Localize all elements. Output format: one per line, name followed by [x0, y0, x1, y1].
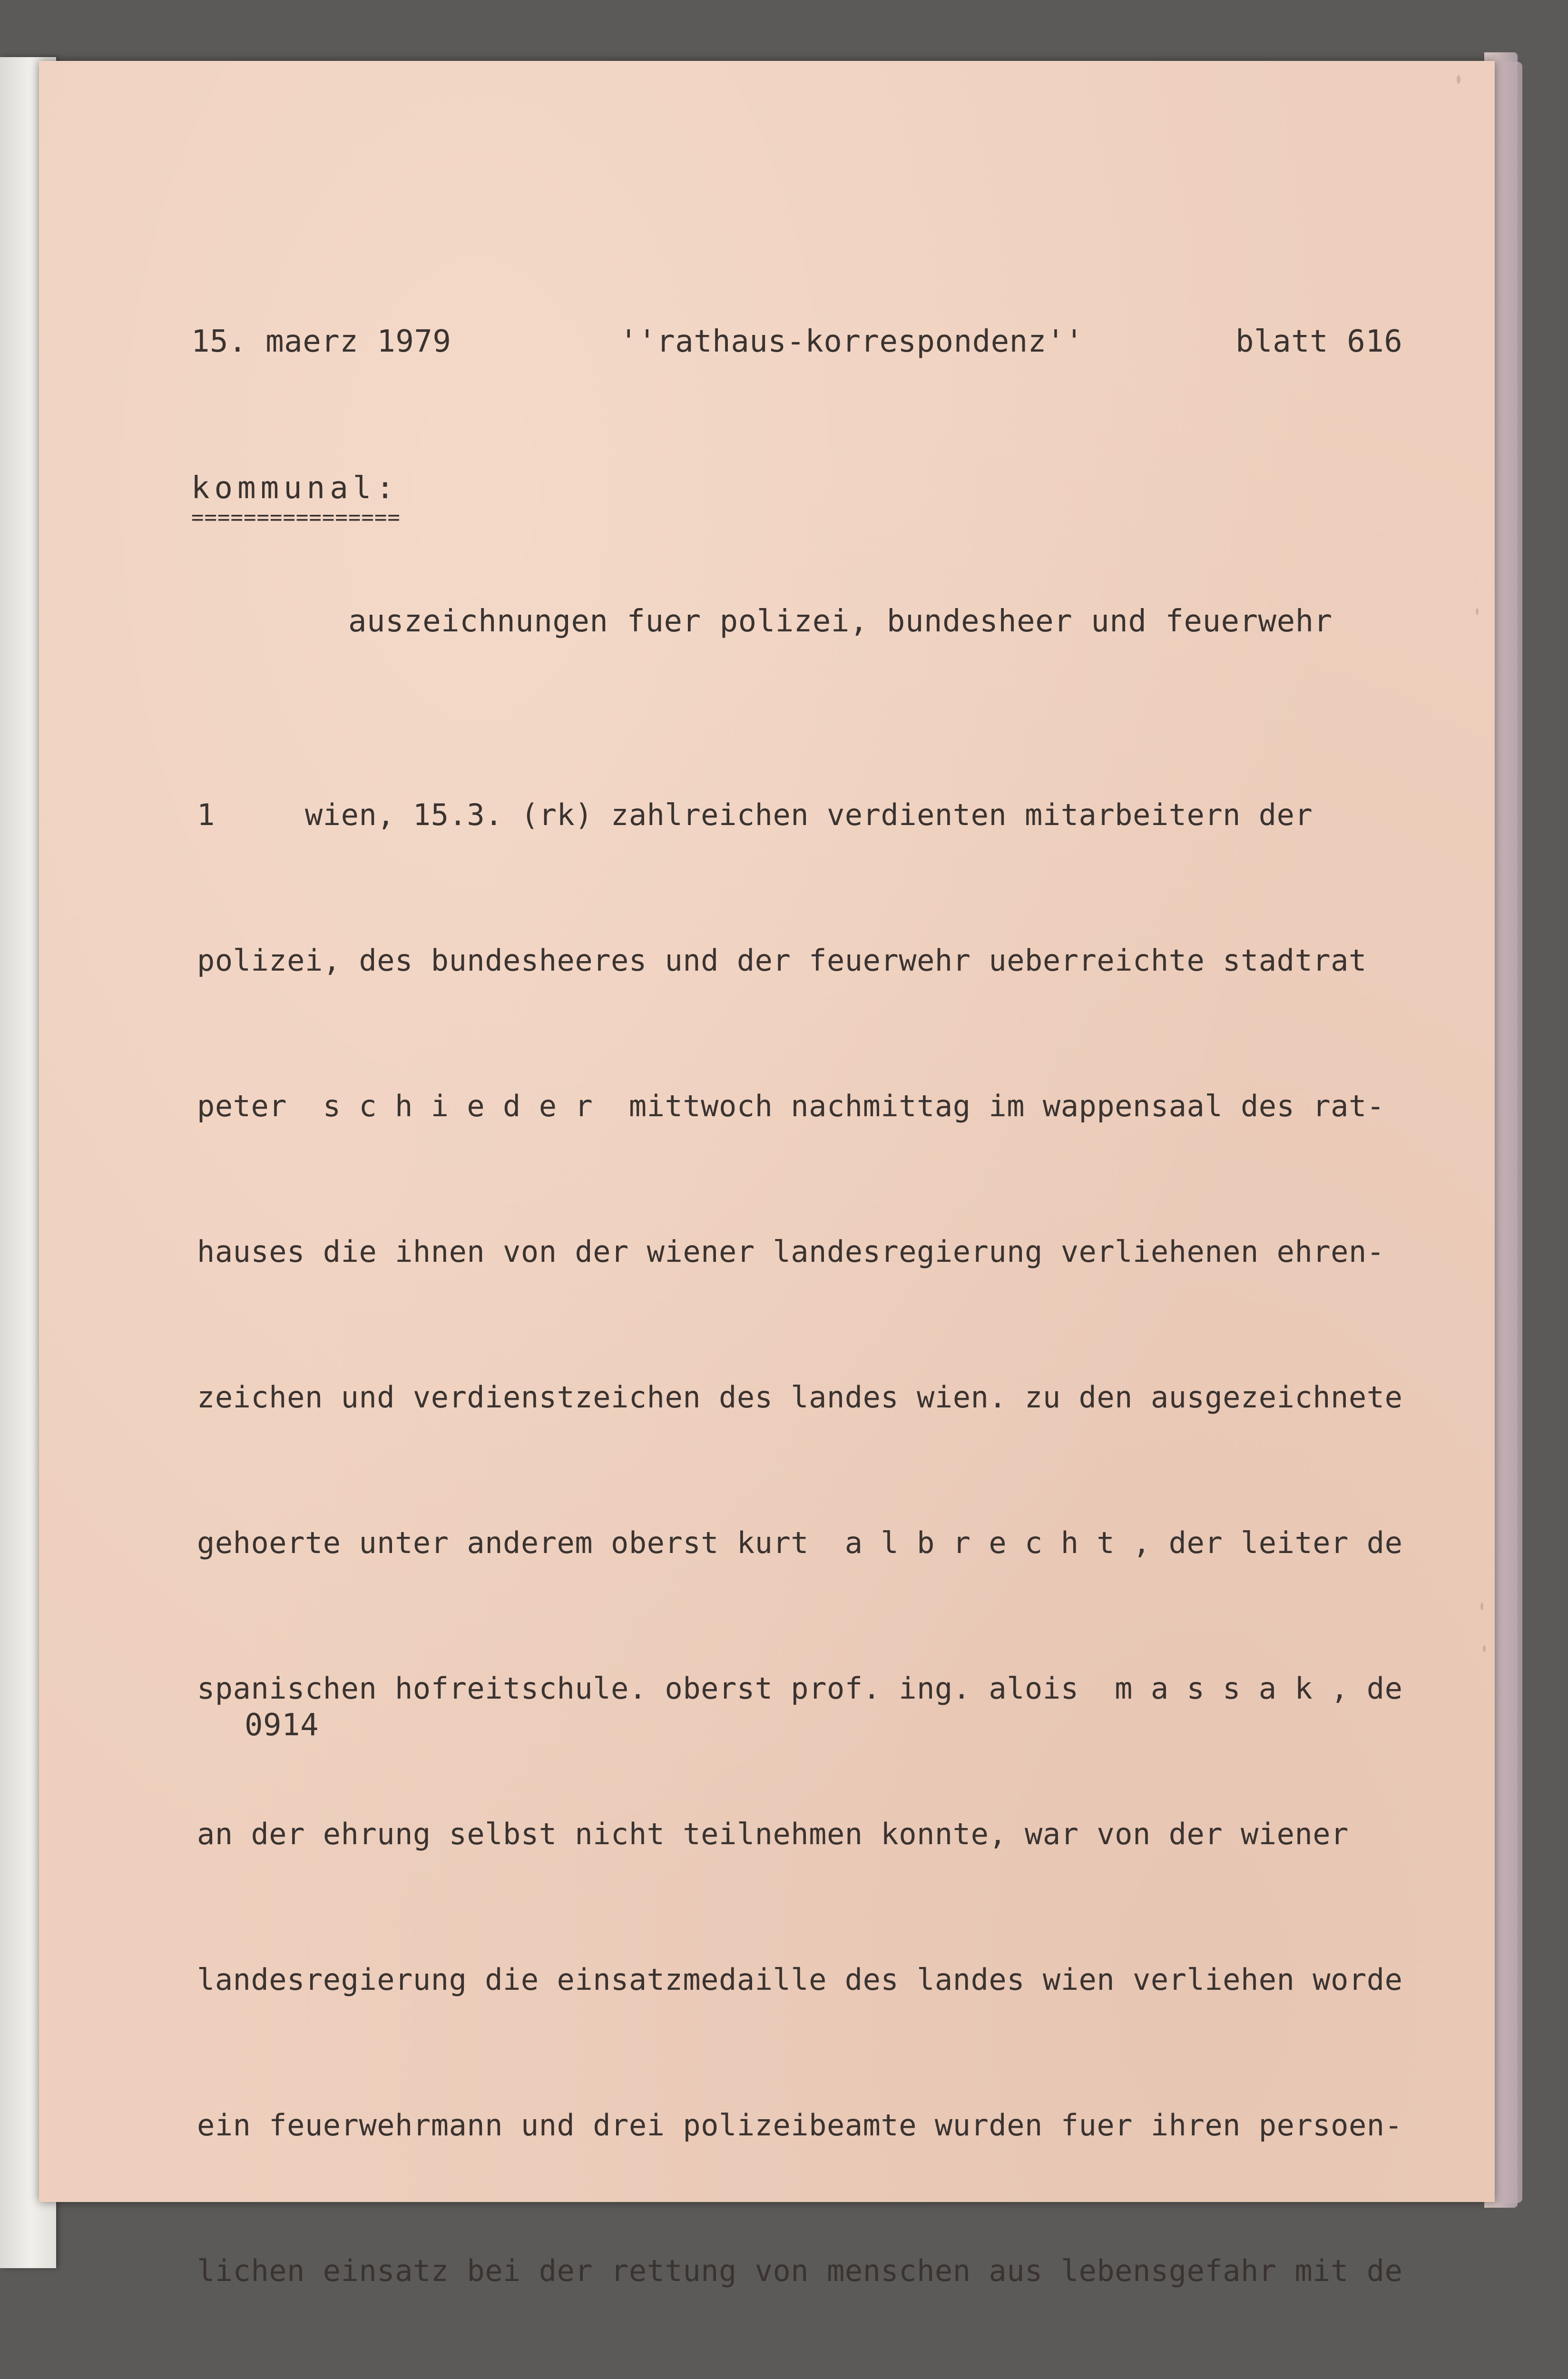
header-sheet-number: blatt 616: [1235, 324, 1403, 359]
body-line: an der ehrung selbst nicht teilnehmen konnte, war von der wiener: [197, 1817, 1349, 1851]
article-code: 0914: [245, 1708, 319, 1743]
body-line: ein feuerwehrmann und drei polizeibeamte wurden fuer ihren persoen-: [197, 2108, 1403, 2143]
body-line: lichen einsatz bei der rettung von menschen aus lebensgefahr mit de: [197, 2253, 1403, 2288]
paper-speck: [1480, 1602, 1483, 1610]
paper-speck: [1483, 1645, 1486, 1652]
article-title: auszeichnungen fuer polizei, bundesheer und feuerwehr: [348, 604, 1333, 639]
paper-speck: [1457, 75, 1460, 84]
section-underline: ================: [191, 505, 401, 530]
article-body: [197, 694, 1421, 2379]
body-line: zeichen und verdienstzeichen des landes wien. zu den ausgezeichnete: [197, 1380, 1403, 1415]
document-page: [39, 61, 1495, 2288]
paper-speck: [1476, 608, 1479, 615]
body-line: peter s c h i e d e r mittwoch nachmittag im wappensaal des rat-: [197, 1089, 1385, 1123]
header-date: 15. maerz 1979: [191, 324, 451, 359]
body-line: 1 wien, 15.3. (rk) zahlreichen verdienten mitarbeitern der: [197, 797, 1313, 832]
body-line: gehoerte unter anderem oberst kurt a l b r e c h t , der leiter de: [197, 1525, 1403, 1560]
section-label: kommunal:: [191, 471, 399, 506]
stacked-page-edges-back: [1494, 62, 1522, 2203]
body-line: hauses die ihnen von der wiener landesregierung verliehenen ehren-: [197, 1234, 1385, 1269]
body-line: landesregierung die einsatzmedaille des landes wien verliehen worde: [197, 1962, 1403, 1997]
header-publication: ''rathaus-korrespondenz'': [619, 324, 1084, 359]
body-line: polizei, des bundesheeres und der feuerwehr ueberreichte stadtrat: [197, 943, 1367, 978]
body-line: spanischen hofreitschule. oberst prof. ing. alois m a s s a k , de: [197, 1671, 1403, 1706]
